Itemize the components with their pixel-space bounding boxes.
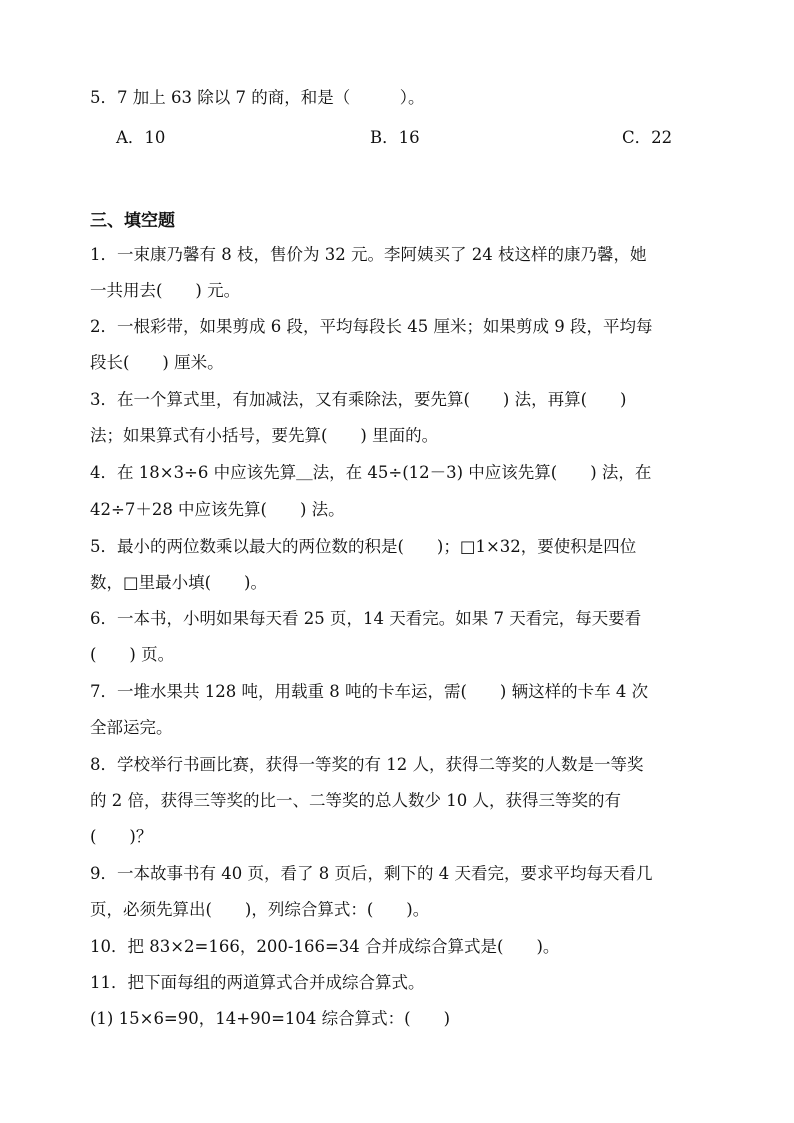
question-10-line-1: 10．把 83×2=166，200-166=34 合并成综合算式是( )。 <box>90 937 560 956</box>
question-4-line-2: 42÷7＋28 中应该先算( ) 法。 <box>90 500 345 519</box>
question-3-line-2: 法；如果算式有小括号，要先算( ) 里面的。 <box>90 426 439 445</box>
question-5-stem: 5．7 加上 63 除以 7 的商，和是（ ）。 <box>90 88 425 107</box>
option-b: B．16 <box>370 128 420 147</box>
question-4-line-1: 4．在 18×3÷6 中应该先算＿法，在 45÷(12－3) 中应该先算( ) 法，在 <box>90 463 652 482</box>
section-title: 三、填空题 <box>90 211 175 231</box>
question-7-line-1: 7．一堆水果共 128 吨，用载重 8 吨的卡车运，需( ) 辆这样的卡车 4 次 <box>90 682 649 701</box>
question-7-line-2: 全部运完。 <box>90 718 173 737</box>
question-11-line-1: 11．把下面每组的两道算式合并成综合算式。 <box>90 973 425 992</box>
question-2-line-1: 2．一根彩带，如果剪成 6 段，平均每段长 45 厘米；如果剪成 9 段，平均每 <box>90 317 653 336</box>
option-c: C．22 <box>622 128 673 147</box>
question-5-line-2: 数，□里最小填( )。 <box>90 573 267 592</box>
question-11-line-2: (1) 15×6=90，14+90=104 综合算式：( ) <box>90 1009 451 1028</box>
question-9-line-2: 页，必须先算出( )，列综合算式：( )。 <box>90 900 430 919</box>
question-1-line-2: 一共用去( ) 元。 <box>90 281 241 300</box>
question-2-line-2: 段长( ) 厘米。 <box>90 353 224 372</box>
question-3-line-1: 3．在一个算式里，有加减法，又有乘除法，要先算( ) 法，再算( ) <box>90 390 627 409</box>
question-1-line-1: 1．一束康乃馨有 8 枝，售价为 32 元。李阿姨买了 24 枝这样的康乃馨，她 <box>90 245 647 264</box>
option-a: A．10 <box>116 128 166 147</box>
question-6-line-1: 6．一本书，小明如果每天看 25 页，14 天看完。如果 7 天看完，每天要看 <box>90 609 642 628</box>
question-5-line-1: 5．最小的两位数乘以最大的两位数的积是( )；□1×32，要使积是四位 <box>90 537 637 556</box>
question-9-line-1: 9．一本故事书有 40 页，看了 8 页后，剩下的 4 天看完，要求平均每天看几 <box>90 864 653 883</box>
question-8-line-2: 的 2 倍，获得三等奖的比一、二等奖的总人数少 10 人，获得三等奖的有 <box>90 791 621 810</box>
question-8-line-3: ( )？ <box>90 827 153 846</box>
question-8-line-1: 8．学校举行书画比赛，获得一等奖的有 12 人，获得二等奖的人数是一等奖 <box>90 755 644 774</box>
question-6-line-2: ( ) 页。 <box>90 645 175 664</box>
